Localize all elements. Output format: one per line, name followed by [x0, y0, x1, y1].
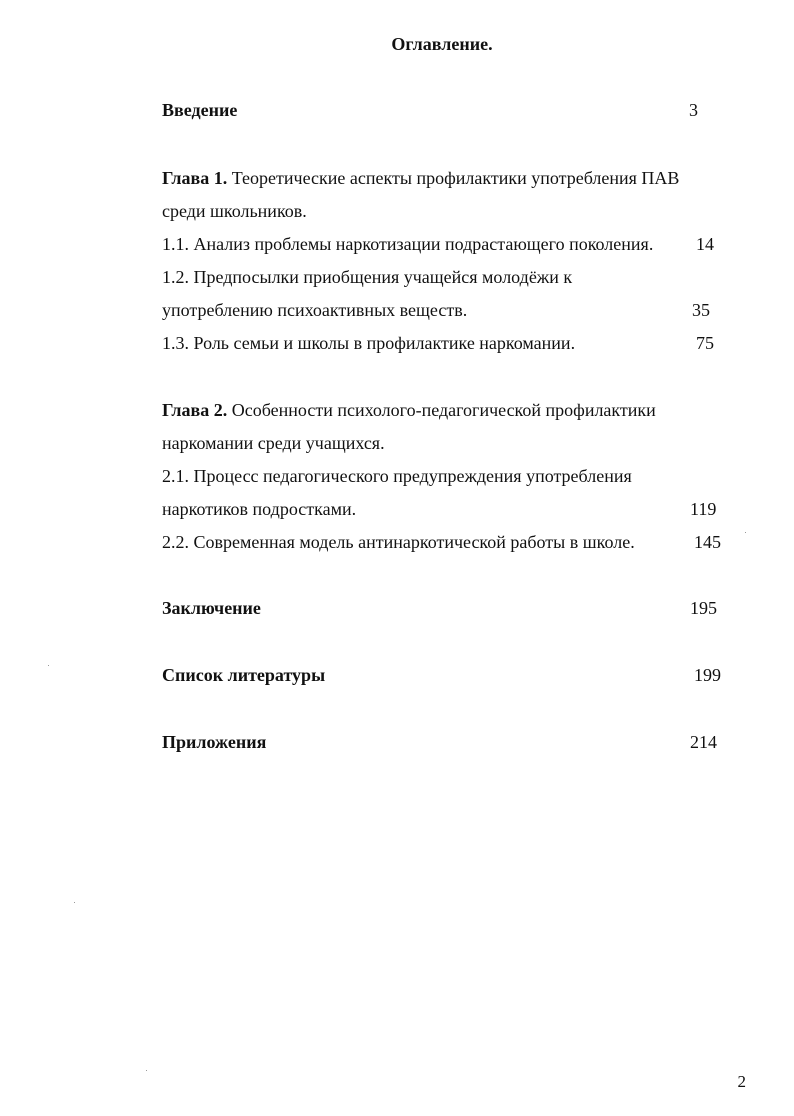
toc-chapter2-title-line1: Особенности психолого-педагогической профилактики — [227, 400, 656, 420]
toc-section-1-2-line1: 1.2. Предпосылки приобщения учащейся молодёжи к — [162, 267, 573, 287]
toc-section-1-3: 1.3. Роль семьи и школы в профилактике наркомании. — [162, 333, 576, 353]
toc-conclusion-label: Заключение — [162, 598, 261, 618]
scan-speck — [146, 1070, 147, 1071]
toc-chapter1-prefix: Глава 1. — [162, 168, 228, 188]
toc-section-2-1-line1: 2.1. Процесс педагогического предупреждения употребления — [162, 466, 632, 486]
toc-section-1-1-page: 14 — [696, 234, 714, 254]
toc-section-1-2-line2: употреблению психоактивных веществ. — [162, 300, 468, 320]
toc-section-1-3-page: 75 — [696, 333, 714, 353]
toc-intro-label: Введение — [162, 100, 238, 120]
scan-speck — [74, 902, 75, 903]
toc-intro-page: 3 — [689, 100, 698, 120]
scan-speck — [48, 665, 49, 666]
toc-chapter1-title-line1: Теоретические аспекты профилактики употребления ПАВ — [227, 168, 680, 188]
toc-chapter1-title-line2: среди школьников. — [162, 201, 307, 221]
toc-section-2-2-page: 145 — [694, 532, 721, 552]
toc-section-2-1-line2: наркотиков подростками. — [162, 499, 357, 519]
toc-section-2-2: 2.2. Современная модель антинаркотической работы в школе. — [162, 532, 635, 552]
toc-title: Оглавление. — [391, 34, 493, 54]
toc-chapter2-heading — [162, 399, 656, 421]
toc-section-1-2-page: 35 — [692, 300, 710, 320]
toc-chapter2-title-line2: наркомании среди учащихся. — [162, 433, 385, 453]
toc-section-1-1: 1.1. Анализ проблемы наркотизации подрастающего поколения. — [162, 234, 654, 254]
toc-section-2-1-page: 119 — [690, 499, 717, 519]
toc-references-page: 199 — [694, 665, 721, 685]
scan-speck — [745, 532, 746, 533]
page-number: 2 — [737, 1072, 746, 1091]
toc-conclusion-page: 195 — [690, 598, 717, 618]
toc-appendices-page: 214 — [690, 732, 717, 752]
toc-appendices-label: Приложения — [162, 732, 267, 752]
toc-references-label: Список литературы — [162, 665, 326, 685]
toc-chapter2-prefix: Глава 2. — [162, 400, 228, 420]
toc-chapter1-heading — [162, 167, 679, 189]
